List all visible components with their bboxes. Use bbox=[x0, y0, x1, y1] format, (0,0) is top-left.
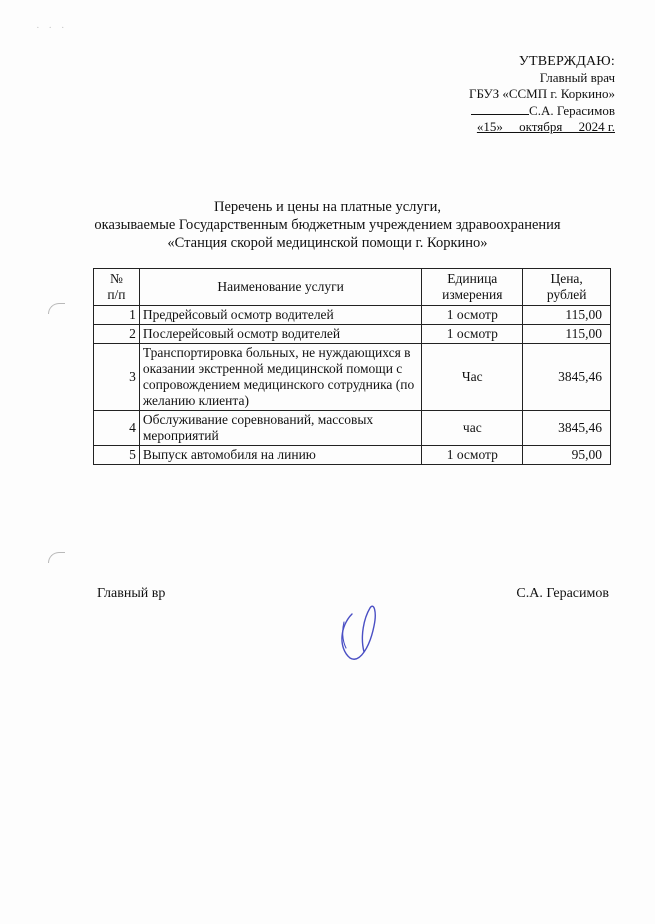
approval-name: С.А. Герасимов bbox=[529, 103, 615, 118]
heading-line-3: «Станция скорой медицинской помощи г. Коркино» bbox=[167, 235, 488, 251]
row-price: 3845,46 bbox=[523, 344, 611, 411]
table-row bbox=[94, 411, 611, 446]
row-service-name: Транспортировка больных, не нуждающихся в оказании экстренной медицинской помощи с сопровождением медицинского сотрудника (по желанию клиента) bbox=[139, 344, 421, 411]
row-service-name: Обслуживание соревнований, массовых мероприятий bbox=[139, 411, 421, 446]
approval-title: УТВЕРЖДАЮ: bbox=[518, 54, 615, 69]
heading-line-1: Перечень и цены на платные услуги, bbox=[214, 199, 441, 215]
table-row bbox=[94, 446, 611, 465]
scan-artifact: · · · bbox=[36, 22, 68, 34]
row-price: 115,00 bbox=[523, 306, 611, 325]
heading-line-2: оказываемые Государственным бюджетным учреждением здравоохранения bbox=[94, 217, 561, 233]
price-table bbox=[93, 268, 611, 465]
row-unit: Час bbox=[422, 344, 523, 411]
row-unit: 1 осмотр bbox=[422, 446, 523, 465]
row-num: 1 bbox=[94, 306, 140, 325]
row-unit: 1 осмотр bbox=[422, 306, 523, 325]
table-row bbox=[94, 325, 611, 344]
row-num: 2 bbox=[94, 325, 140, 344]
approval-date: «15» октября 2024 г. bbox=[476, 119, 615, 134]
row-num: 5 bbox=[94, 446, 140, 465]
header-num-line1: № bbox=[109, 271, 123, 286]
row-price: 115,00 bbox=[523, 325, 611, 344]
row-unit: 1 осмотр bbox=[422, 325, 523, 344]
header-unit-line2: измерения bbox=[442, 287, 503, 302]
header-price-line2: рублей bbox=[546, 287, 587, 302]
footer-name: С.А. Герасимов bbox=[516, 586, 609, 601]
approval-signature-line bbox=[469, 102, 615, 119]
signature-blank bbox=[471, 102, 529, 115]
row-unit: час bbox=[422, 411, 523, 446]
approval-organization: ГБУЗ «ССМП г. Коркино» bbox=[469, 86, 615, 101]
punch-hole-mark bbox=[48, 303, 65, 314]
table-row bbox=[94, 344, 611, 411]
header-name: Наименование услуги bbox=[139, 269, 421, 306]
header-num-line2: п/п bbox=[107, 287, 126, 302]
table-header-row bbox=[94, 269, 611, 306]
row-num: 3 bbox=[94, 344, 140, 411]
approval-block bbox=[469, 54, 615, 135]
row-service-name: Предрейсовый осмотр водителей bbox=[139, 306, 421, 325]
table-row bbox=[94, 306, 611, 325]
document-heading bbox=[0, 198, 655, 252]
handwritten-signature bbox=[330, 596, 390, 666]
header-unit-line1: Единица bbox=[447, 271, 498, 286]
header-price bbox=[523, 269, 611, 306]
header-unit bbox=[422, 269, 523, 306]
row-service-name: Послерейсовый осмотр водителей bbox=[139, 325, 421, 344]
punch-hole-mark bbox=[48, 552, 65, 563]
header-num bbox=[94, 269, 140, 306]
header-price-line1: Цена, bbox=[550, 271, 583, 286]
row-service-name: Выпуск автомобиля на линию bbox=[139, 446, 421, 465]
row-price: 95,00 bbox=[523, 446, 611, 465]
footer-position: Главный вр bbox=[97, 586, 166, 601]
row-num: 4 bbox=[94, 411, 140, 446]
approval-position: Главный врач bbox=[539, 70, 615, 85]
row-price: 3845,46 bbox=[523, 411, 611, 446]
